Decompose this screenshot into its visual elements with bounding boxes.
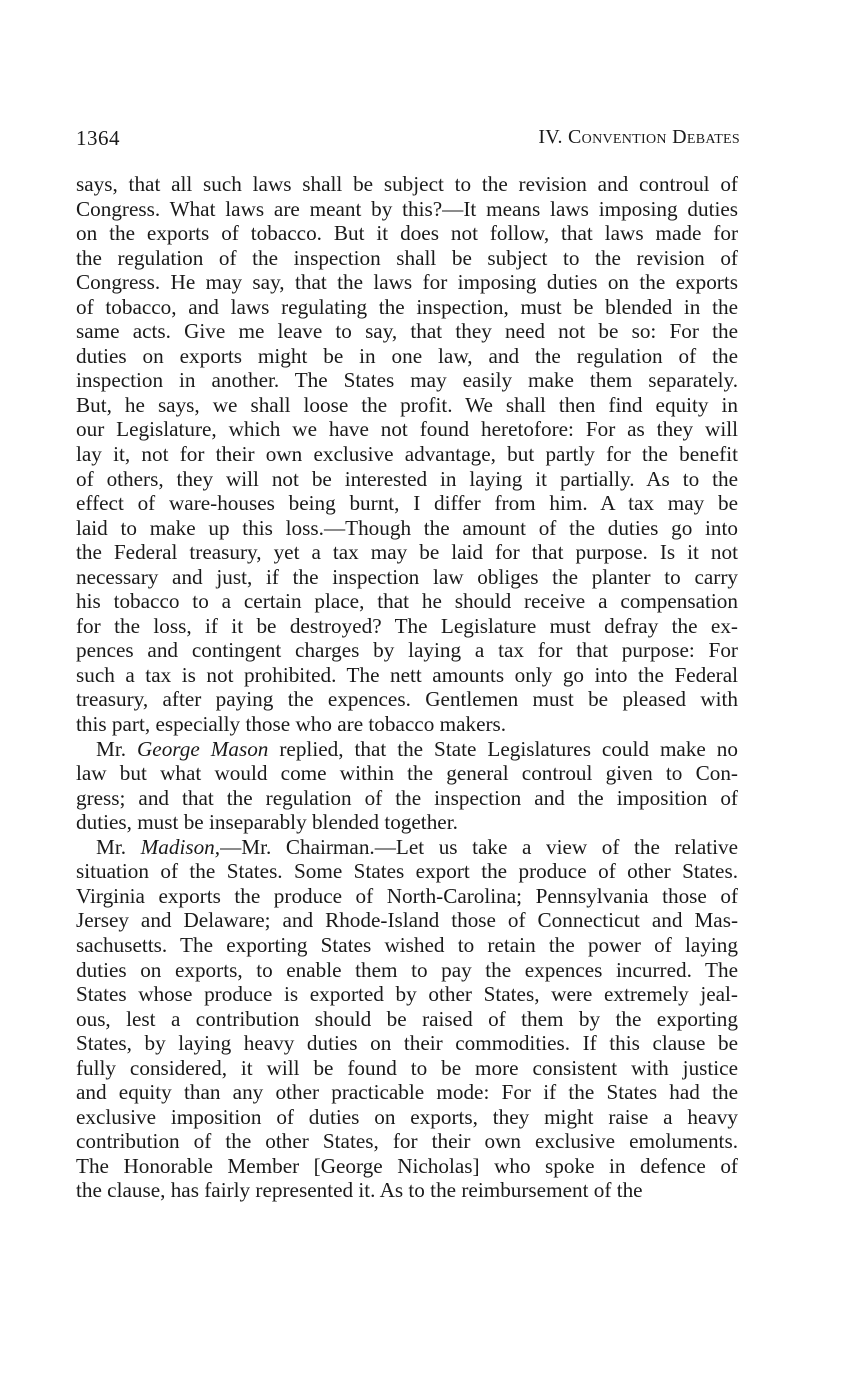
text-line bbox=[76, 1031, 738, 1056]
line-text: law but what would come within the general controul given to Con- bbox=[76, 761, 738, 786]
line-text: situation of the States. Some States export the produce of other States. bbox=[76, 859, 738, 884]
text-line bbox=[76, 589, 738, 614]
line-text: Jersey and Delaware; and Rhode-Island those of Connecticut and Mas- bbox=[76, 908, 738, 933]
text-line bbox=[76, 884, 738, 909]
page-number: 1364 bbox=[76, 126, 120, 150]
text-line bbox=[76, 737, 738, 762]
line-text: says, that all such laws shall be subject to the revision and controul of bbox=[76, 172, 738, 196]
text-line bbox=[76, 859, 738, 884]
text-line bbox=[76, 687, 738, 712]
line-text: The Honorable Member [George Nicholas] who spoke in defence of bbox=[76, 1153, 738, 1178]
line-text: duties on exports might be in one law, and the regulation of the bbox=[76, 343, 738, 368]
line-text: Mr. bbox=[96, 736, 137, 761]
line-text: the Federal treasury, yet a tax may be laid for that purpose. Is it not bbox=[76, 540, 738, 565]
line-text: of others, they will not be interested in laying it partially. As to the bbox=[76, 466, 738, 491]
text-line bbox=[76, 246, 738, 271]
line-text: gress; and that the regulation of the inspection and the imposition of bbox=[76, 785, 738, 810]
line-text: laid to make up this loss.—Though the amount of the duties go into bbox=[76, 515, 738, 540]
line-text: this part, especially those who are tobacco makers. bbox=[76, 712, 507, 737]
text-line bbox=[76, 197, 738, 222]
text-line bbox=[76, 1105, 738, 1130]
speaker-name: George Mason bbox=[137, 736, 269, 761]
speaker-name: Madison, bbox=[140, 834, 221, 859]
paragraph bbox=[76, 172, 738, 737]
line-text: ous, lest a contribution should be raised of them by the exporting bbox=[76, 1006, 738, 1031]
line-text: Congress. What laws are meant by this?—It means laws imposing duties bbox=[76, 196, 738, 221]
line-text: Mr. bbox=[96, 834, 141, 859]
line-text: effect of ware-houses being burnt, I differ from him. A tax may be bbox=[76, 491, 738, 516]
line-text: Congress. He may say, that the laws for imposing duties on the exports bbox=[76, 270, 738, 295]
line-text: on the exports of tobacco. But it does not follow, that laws made for bbox=[76, 221, 738, 246]
text-line bbox=[76, 319, 738, 344]
text-line bbox=[76, 1056, 738, 1081]
line-text: our Legislature, which we have not found heretofore: For as they will bbox=[76, 417, 738, 442]
text-line bbox=[76, 712, 738, 737]
line-text: such a tax is not prohibited. The nett amounts only go into the Federal bbox=[76, 662, 738, 687]
text-line bbox=[76, 810, 738, 835]
text-line bbox=[76, 761, 738, 786]
text-line bbox=[76, 638, 738, 663]
text-line bbox=[76, 221, 738, 246]
line-text: treasury, after paying the expences. Gentlemen must be pleased with bbox=[76, 687, 738, 712]
text-line bbox=[76, 835, 738, 860]
line-text: Virginia exports the produce of North-Carolina; Pennsylvania those of bbox=[76, 883, 738, 908]
text-line bbox=[76, 565, 738, 590]
text-line bbox=[76, 442, 738, 467]
text-line bbox=[76, 295, 738, 320]
page-header bbox=[76, 126, 740, 156]
line-text: his tobacco to a certain place, that he should receive a compensation bbox=[76, 589, 738, 614]
line-text: inspection in another. The States may easily make them separately. bbox=[76, 368, 738, 393]
text-line bbox=[76, 663, 738, 688]
line-text: fully considered, it will be found to be more consistent with justice bbox=[76, 1055, 738, 1080]
text-line bbox=[76, 908, 738, 933]
line-text: necessary and just, if the inspection law obliges the planter to carry bbox=[76, 564, 738, 589]
text-line bbox=[76, 933, 738, 958]
line-text: pences and contingent charges by laying a tax for that purpose: For bbox=[76, 638, 738, 663]
text-line bbox=[76, 786, 738, 811]
text-line bbox=[76, 958, 738, 983]
text-line bbox=[76, 1007, 738, 1032]
text-line bbox=[76, 417, 738, 442]
text-line bbox=[76, 467, 738, 492]
text-line bbox=[76, 368, 738, 393]
text-line bbox=[76, 270, 738, 295]
line-text: But, he says, we shall loose the profit. We shall then find equity in bbox=[76, 392, 738, 417]
line-text: of tobacco, and laws regulating the inspection, must be blended in the bbox=[76, 294, 738, 319]
text-line bbox=[76, 516, 738, 541]
line-text: for the loss, if it be destroyed? The Legislature must defray the ex- bbox=[76, 613, 738, 638]
line-text: States whose produce is exported by other States, were extremely jeal- bbox=[76, 982, 738, 1007]
line-text: contribution of the other States, for their own exclusive emoluments. bbox=[76, 1129, 738, 1154]
line-text: replied, that the State Legislatures could make no bbox=[268, 736, 738, 761]
line-text: the regulation of the inspection shall be subject to the revision of bbox=[76, 245, 738, 270]
text-line bbox=[76, 982, 738, 1007]
line-text: —Mr. Chairman.—Let us take a view of the relative bbox=[220, 834, 738, 859]
line-text: sachusetts. The exporting States wished to retain the power of laying bbox=[76, 932, 738, 957]
text-line bbox=[76, 1129, 738, 1154]
line-text: exclusive imposition of duties on exports, they might raise a heavy bbox=[76, 1104, 738, 1129]
line-text: States, by laying heavy duties on their commodities. If this clause be bbox=[76, 1031, 738, 1056]
text-line bbox=[76, 1080, 738, 1105]
body-text bbox=[76, 172, 738, 1203]
text-line bbox=[76, 1178, 738, 1203]
line-text: duties on exports, to enable them to pay the expences incurred. The bbox=[76, 957, 738, 982]
text-line bbox=[76, 172, 738, 197]
running-head: IV. Convention Debates bbox=[538, 126, 740, 148]
text-line bbox=[76, 540, 738, 565]
line-text: the clause, has fairly represented it. As to the reimbursement of the bbox=[76, 1178, 643, 1203]
text-line bbox=[76, 1154, 738, 1179]
line-text: lay it, not for their own exclusive advantage, but partly for the benefit bbox=[76, 442, 738, 467]
line-text: same acts. Give me leave to say, that they need not be so: For the bbox=[76, 319, 738, 344]
line-text: duties, must be inseparably blended together. bbox=[76, 810, 458, 835]
text-line bbox=[76, 344, 738, 369]
text-line bbox=[76, 614, 738, 639]
paragraph bbox=[76, 835, 738, 1203]
paragraph bbox=[76, 737, 738, 835]
text-line bbox=[76, 491, 738, 516]
text-line bbox=[76, 393, 738, 418]
line-text: and equity than any other practicable mode: For if the States had the bbox=[76, 1080, 738, 1105]
